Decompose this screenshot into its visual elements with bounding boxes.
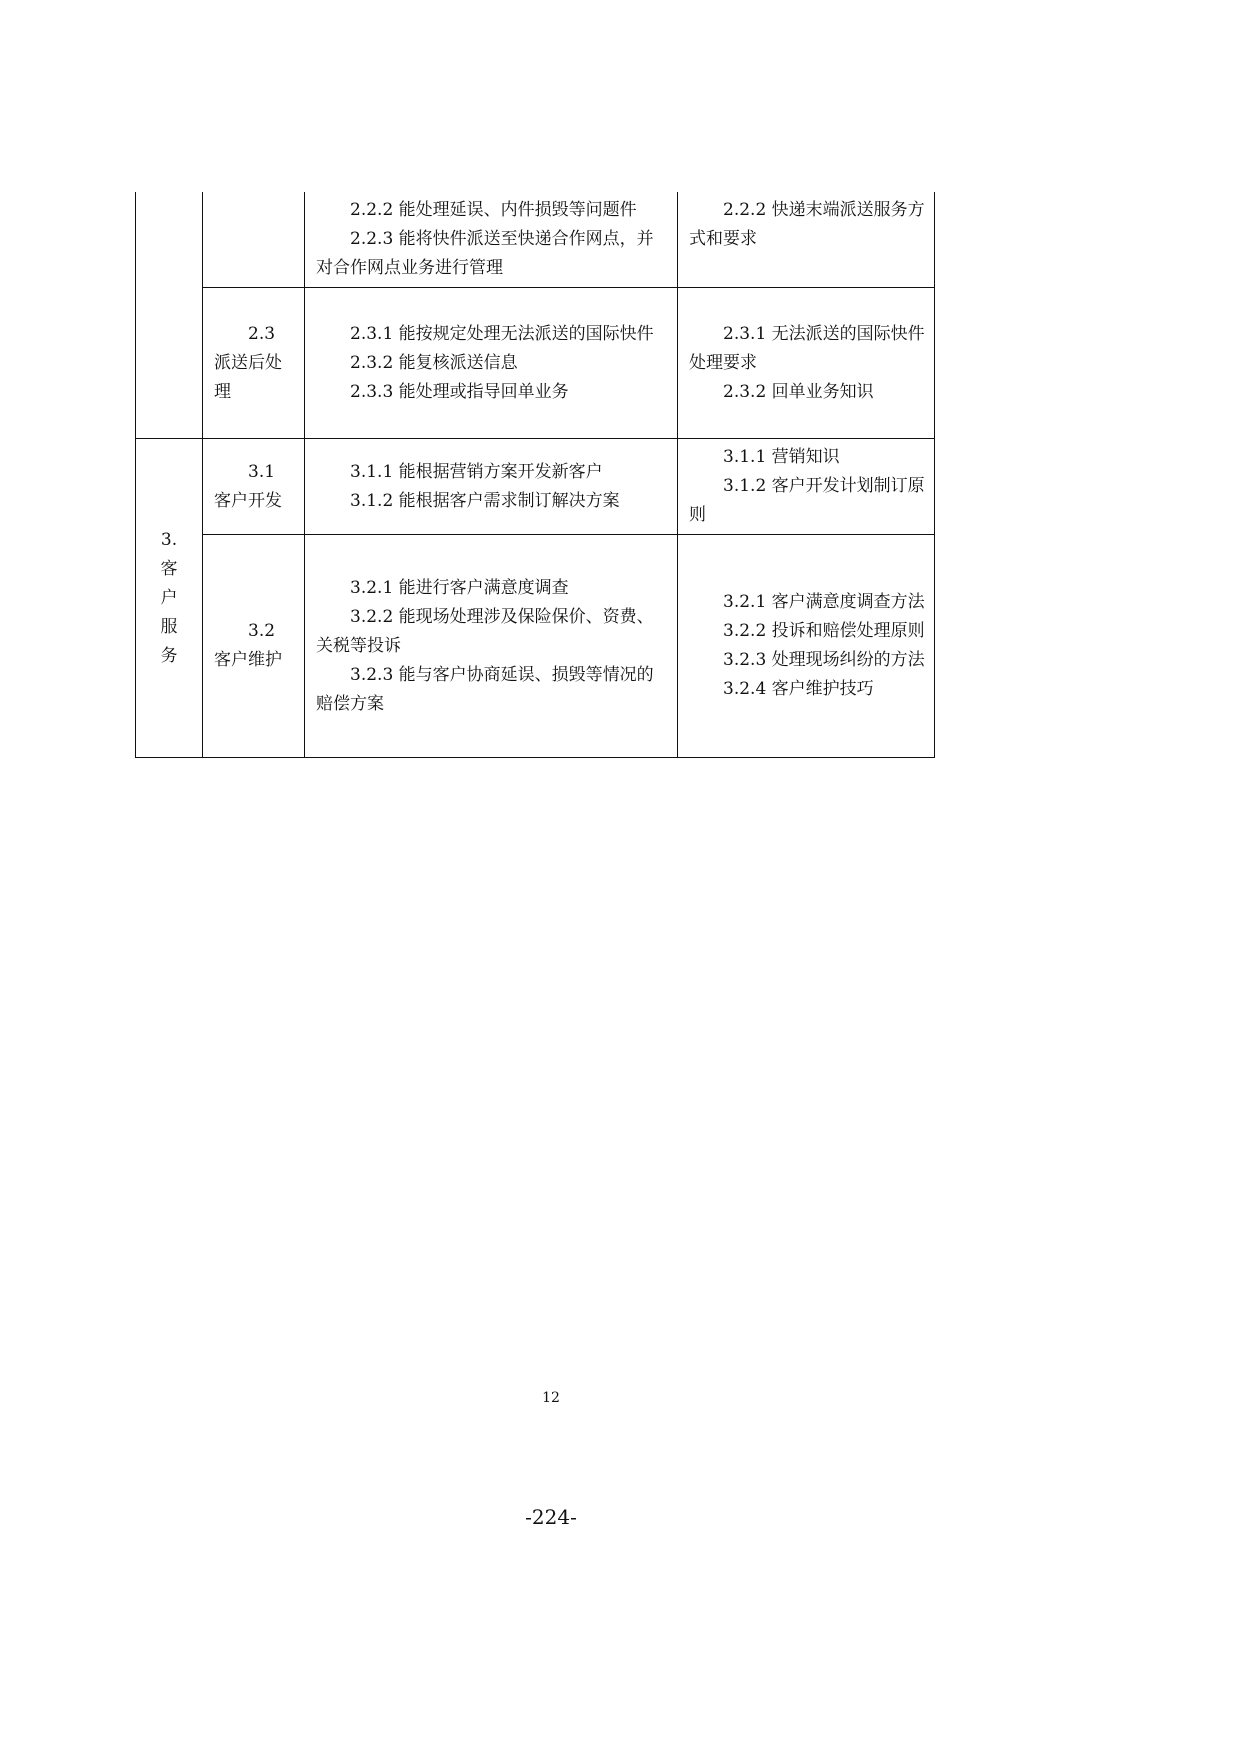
skill-item: 2.3.1 能按规定处理无法派送的国际快件 — [350, 323, 654, 344]
skill-item: 2.3.2 能复核派送信息 — [350, 352, 518, 373]
sub-cell — [203, 288, 305, 439]
sub-label: 2.3 派送后处理 — [214, 323, 282, 402]
sub-label: 3.2 客户维护 — [214, 621, 282, 670]
knowledge-item: 3.2.3 处理现场纠纷的方法 — [723, 650, 925, 670]
table-row — [136, 535, 935, 758]
major-cell — [136, 439, 203, 758]
skill-item: 3.2.2 能现场处理涉及保险保价、资费、关税等投诉 — [316, 606, 654, 656]
skill-item: 3.2.3 能与客户协商延误、损毁等情况的赔偿方案 — [316, 664, 654, 714]
sub-cell-continued — [203, 192, 305, 288]
skill-item: 3.2.1 能进行客户满意度调查 — [350, 577, 569, 598]
knowledge-cell — [678, 288, 935, 439]
knowledge-item: 3.2.2 投诉和赔偿处理原则 — [723, 621, 925, 641]
skills-cell — [305, 288, 678, 439]
knowledge-item: 2.3.2 回单业务知识 — [723, 381, 874, 402]
document-page-number: -224- — [525, 1505, 577, 1529]
major-cell-continued — [136, 192, 203, 439]
table-row — [136, 192, 935, 288]
major-label: 3. 客 户 服 务 — [160, 529, 178, 666]
knowledge-cell — [678, 439, 935, 535]
knowledge-cell — [678, 192, 935, 288]
knowledge-cell — [678, 535, 935, 758]
skills-cell — [305, 439, 678, 535]
knowledge-item: 2.3.1 无法派送的国际快件处理要求 — [689, 323, 925, 373]
competency-table — [135, 192, 935, 758]
sub-cell — [203, 535, 305, 758]
page-number: 12 — [542, 1390, 560, 1406]
skills-cell — [305, 192, 678, 288]
skill-item: 2.2.2 能处理延误、内件损毁等问题件 — [350, 200, 637, 220]
skill-item: 3.1.2 能根据客户需求制订解决方案 — [350, 490, 620, 511]
table-row — [136, 439, 935, 535]
sub-cell — [203, 439, 305, 535]
skill-item: 2.3.3 能处理或指导回单业务 — [350, 381, 569, 402]
skill-item: 3.1.1 能根据营销方案开发新客户 — [350, 461, 603, 482]
knowledge-item: 3.2.1 客户满意度调查方法 — [723, 592, 925, 612]
knowledge-item: 3.2.4 客户维护技巧 — [723, 679, 874, 699]
table-row — [136, 288, 935, 439]
knowledge-item: 3.1.1 营销知识 — [723, 447, 840, 467]
skill-item: 2.2.3 能将快件派送至快递合作网点，并对合作网点业务进行管理 — [316, 229, 654, 278]
knowledge-item: 3.1.2 客户开发计划制订原则 — [689, 476, 925, 525]
skills-cell — [305, 535, 678, 758]
sub-label: 3.1 客户开发 — [214, 461, 282, 511]
knowledge-item: 2.2.2 快递末端派送服务方式和要求 — [689, 200, 925, 249]
